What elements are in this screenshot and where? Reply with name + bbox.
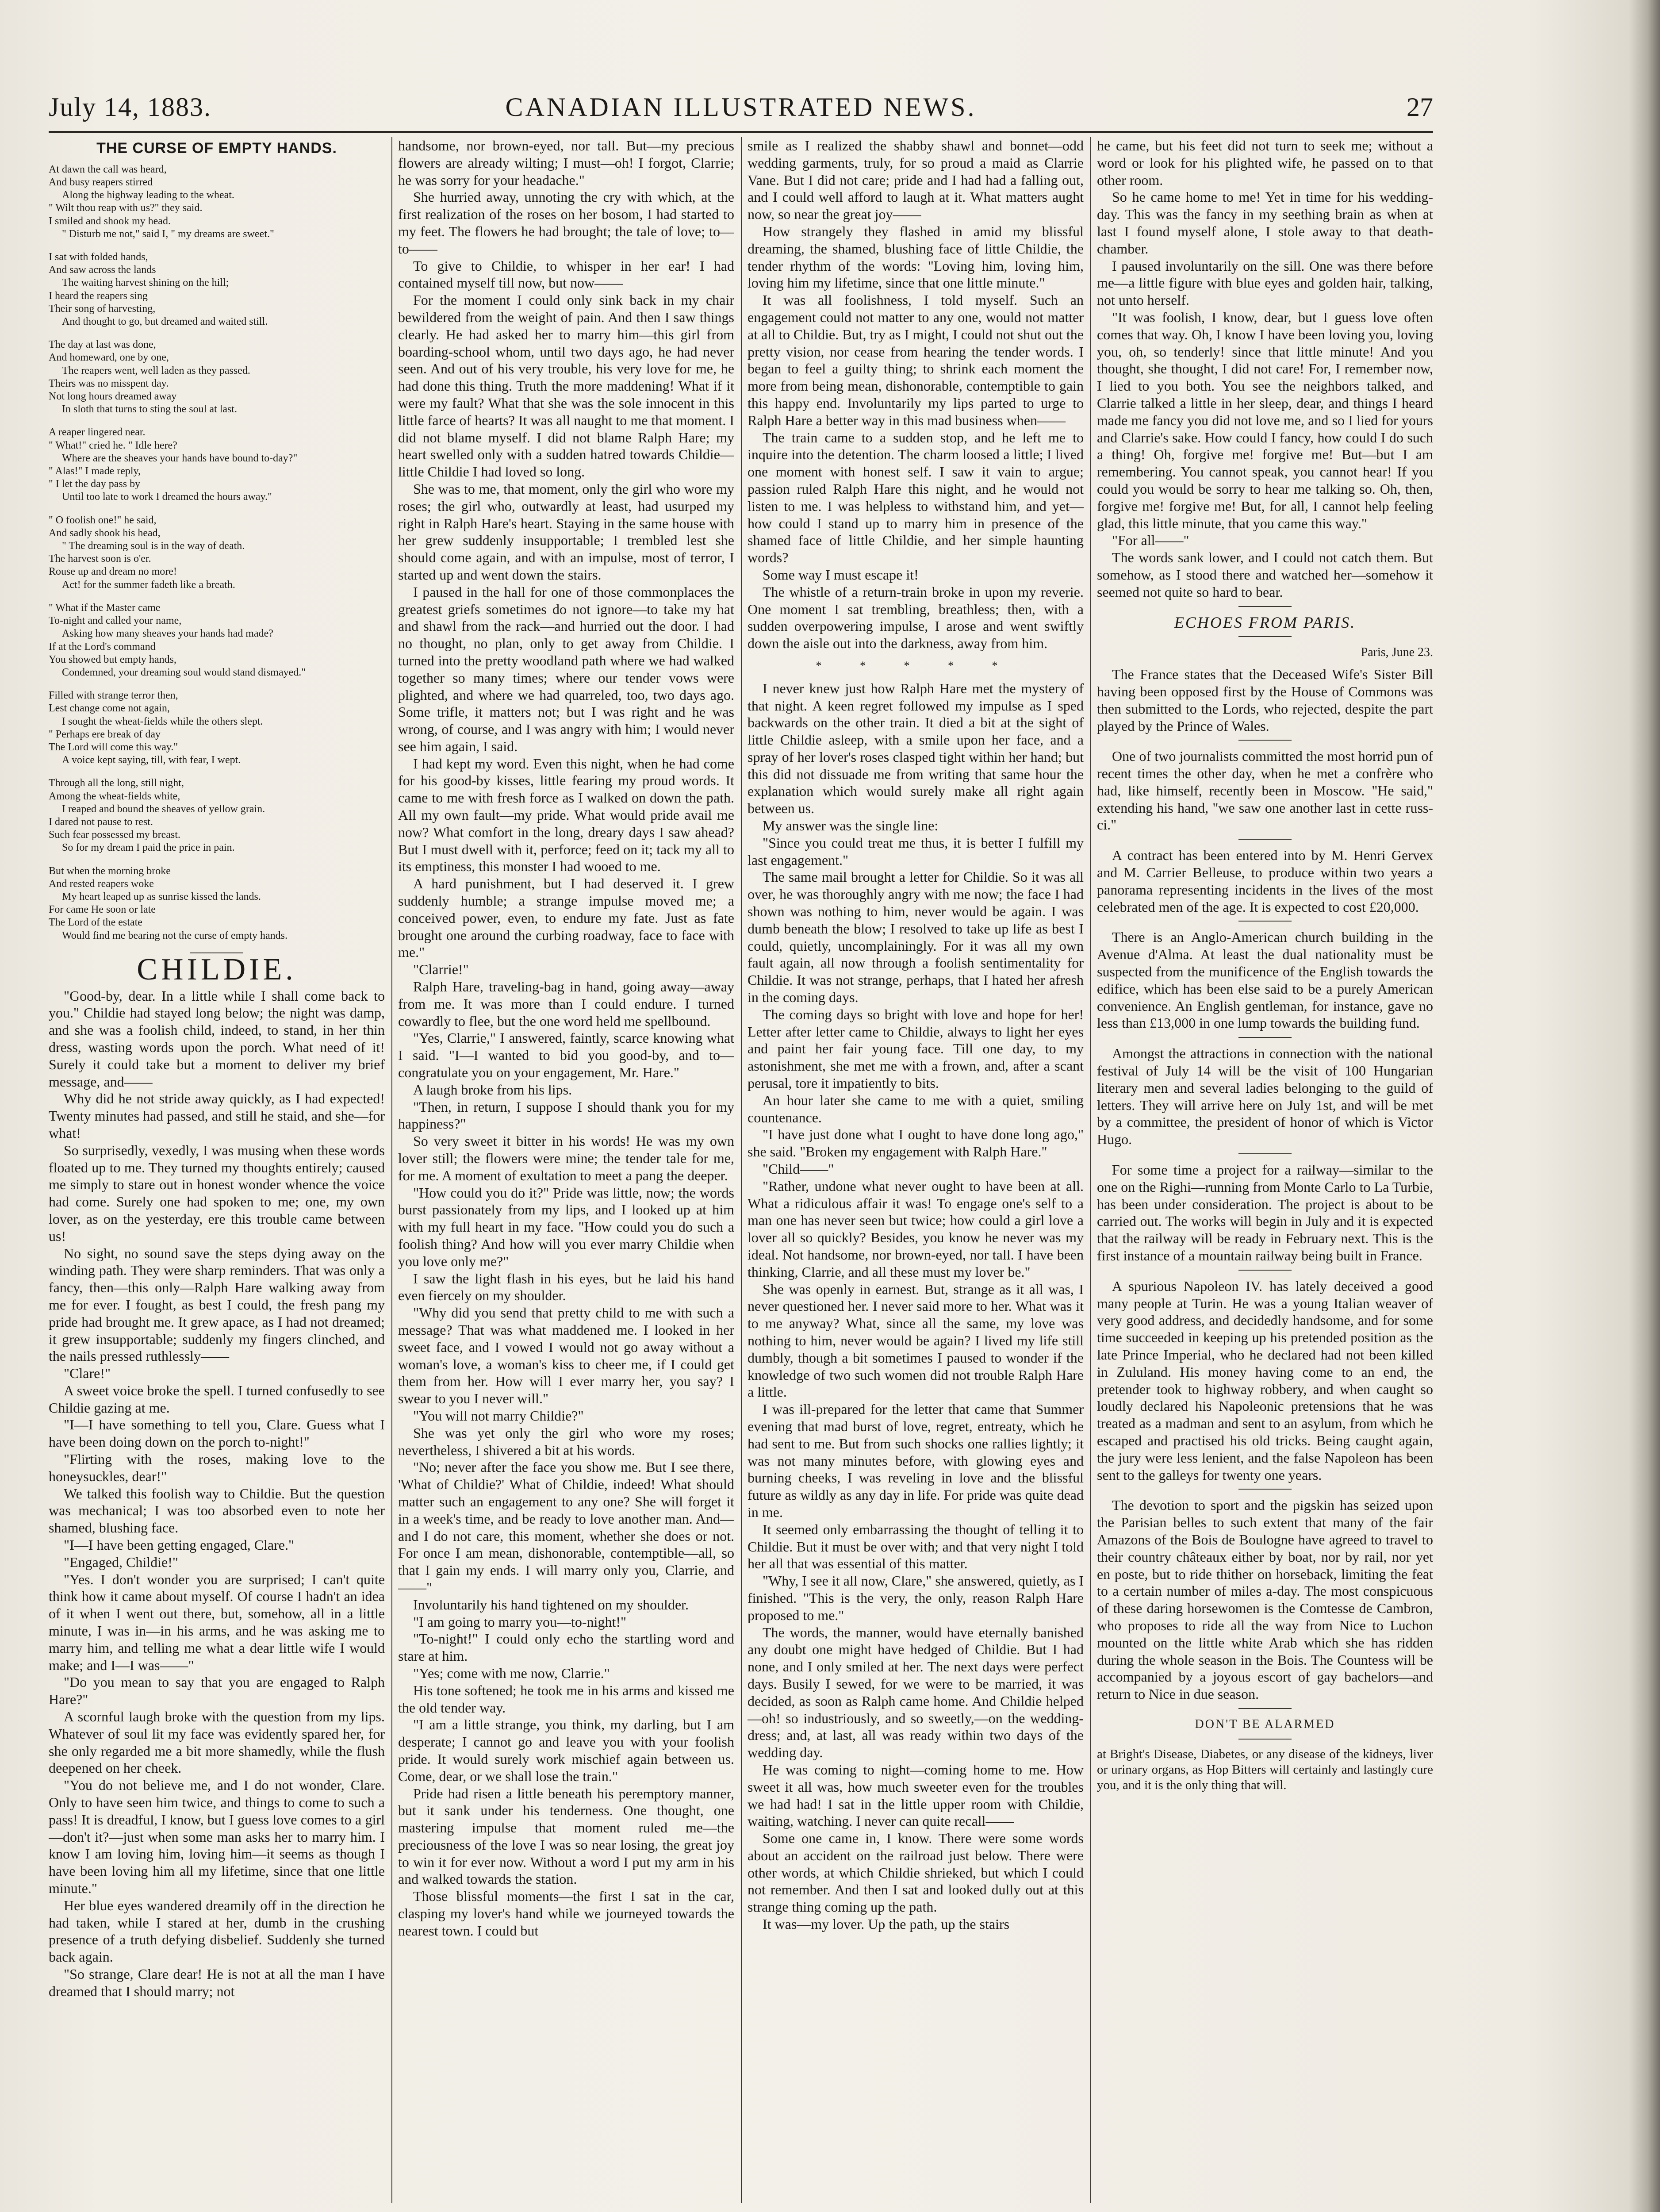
masthead	[49, 88, 1433, 128]
story-paragraph: "I have just done what I ought to have done long ago," she said. "Broken my engagement with Ralph Hare."	[748, 1126, 1084, 1160]
story-paragraph: "I am going to marry you—to-night!"	[413, 1613, 627, 1630]
story-paragraph: The words sank lower, and I could not catch them. But somehow, as I stood there and watched her—somehow it seemed not quite so hard to bear.	[1097, 549, 1433, 600]
story-paragraph: A sweet voice broke the spell. I turned confusedly to see Childie gazing at me.	[49, 1382, 385, 1416]
story-paragraph: "To-night!" I could only echo the startling word and stare at him.	[398, 1631, 734, 1664]
story-paragraph: "For all——"	[1112, 532, 1189, 549]
story-paragraph: To give to Childie, to whisper in her ear! I had contained myself till now, but now——	[398, 257, 734, 291]
poem-line: Condemned, your dreaming soul would stand dismayed."	[62, 666, 306, 678]
poem-line: " Perhaps ere break of day	[49, 728, 161, 740]
news-item: There is an Anglo-American church building in the Avenue d'Alma. At least the dual nationality must be suspected from the munificence of the English towards the edifice, which has been else said to be a purely American convenience. An English gentleman, for instance, gave no less than £13,000 in one lump towards the building fund.	[1097, 929, 1433, 1031]
story-paragraph: "Yes; come with me now, Clarrie."	[413, 1665, 610, 1681]
poem-line: The Lord will come this way."	[49, 741, 178, 753]
poem-line: Not long hours dreamed away	[49, 391, 177, 403]
story-paragraph: he came, but his feet did not turn to seek me; without a word or look for his plighted wife, he passed on to that other room.	[1097, 138, 1433, 188]
news-item: Amongst the attractions in connection with the national festival of July 14 will be the visit of 100 Hungarian literary men and several ladies belonging to the guild of letters. They will arrive here on July 1st, and will be met by a committee, the president of honor of which is Victor Hugo.	[1097, 1045, 1433, 1148]
poem-line: The Lord of the estate	[49, 917, 142, 929]
story-paragraph: She was to me, that moment, only the girl who wore my roses; the girl who, outwardly at least, had usurped my right in Ralph Hare's heart. Staying in the same house with her grew suddenly insupportable; I trembled lest she should come again, and with an impulse, most of terror, I started up and went down the stairs.	[398, 480, 734, 583]
poem-stanza	[49, 514, 385, 591]
story-paragraph: "Good-by, dear. In a little while I shall come back to you." Childie had stayed long below; the night was damp, and she was a foolish child, indeed, to stand, in her thin dress, wasting words upon the porch. What need of it! Surely it could take but a moment to deliver my brief message, and——	[49, 987, 385, 1090]
story-paragraph: "It was foolish, I know, dear, but I guess love often comes that way. Oh, I know I have been loving you, loving you, oh, so tenderly! since that little minute! And you thought, she thought, I did not care! For, I remember now, I lied to you both. You see the neighbors talked, and Clarrie talked a little in her sleep, dear, and things I heard made me fancy you did not love me, and so I lied for yours and Clarrie's sake. How could I fancy, how could I do such a thing! Oh, forgive me! forgive me! But—but I am remembering. You cannot speak, you cannot hear! If you could you would be sorry to hear me talking so. Oh, then, forgive me! forgive me! But, for all, I cannot help feeling glad, this little minute, that you came this way."	[1097, 309, 1433, 531]
poem-line: " What if the Master came	[49, 602, 161, 614]
item-rule	[1238, 1489, 1292, 1490]
poem-line: " The dreaming soul is in the way of death.	[62, 540, 245, 552]
poem-line: The day at last was done,	[49, 339, 156, 351]
story-paragraph: "Child——"	[763, 1161, 834, 1177]
story-paragraph: He was coming to night—coming home to me. How sweet it all was, how much sweeter even for the troubles we had had! I sat in the little upper room with Childie, waiting, watching. I never can quite recall——	[748, 1761, 1084, 1829]
poem-line: Act! for the summer fadeth like a breath.	[62, 579, 235, 591]
binding-shadow	[1629, 0, 1660, 2212]
story-paragraph: My answer was the single line:	[763, 818, 939, 834]
story-paragraph: The same mail brought a letter for Childie. So it was all over, he was thoroughly angry with me now; the face I had shown was nothing to him, never would be again. I was dumb beneath the blow; I resolved to take up life as best I could, quietly, uncomplainingly. For it was all my own fault again, all now through a foolish sentimentality for Childie. It was not strange, perhaps, that I hated her afresh in the coming days.	[748, 869, 1084, 1006]
poem-line: Theirs was no misspent day.	[49, 377, 169, 389]
item-rule	[1238, 1037, 1292, 1038]
story-paragraph: "Rather, undone what never ought to have been at all. What a ridiculous affair it was! To engage one's self to a man one has never seen but twice; how could a girl love a lover all so quickly? Besides, you know he never was my ideal. Not handsome, nor brown-eyed, nor tall. I have been thinking, Clarrie, and all these must my lover be."	[748, 1178, 1084, 1280]
poem-line: Rouse up and dream no more!	[49, 566, 177, 578]
story-paragraph: "I—I have something to tell you, Clare. Guess what I have been doing down on the porch to-night!"	[49, 1417, 385, 1450]
poem-stanza	[49, 865, 385, 942]
item-rule	[1238, 1153, 1292, 1154]
poem-line: Their song of harvesting,	[49, 303, 156, 315]
story-paragraph: "Since you could treat me thus, it is better I fulfill my last engagement."	[748, 834, 1084, 868]
poem-line: And thought to go, but dreamed and waited still.	[62, 316, 268, 328]
header-rule	[49, 131, 1433, 133]
story-paragraph: It was all foolishness, I told myself. Such an engagement could not matter to any one, would not matter at all to Childie. But, try as I might, I could not shut out the pretty vision, nor cease from hearing the tender words. I began to feel a guilty thing; to shrink each moment the more from being mean, dishonorable, contemptible to gain this happy end. Involuntarily my lips parted to urge to Ralph Hare a better way in this mad business when——	[748, 292, 1084, 428]
poem-line: Such fear possessed my breast.	[49, 829, 180, 841]
story-paragraph: For the moment I could only sink back in my chair bewildered from the weight of pain. And then I saw things clearly. He had asked her to marry him—this girl from boarding-school whom, until two days ago, he had never seen. And out of his very trouble, his very love for me, he had done this thing. Truth the more maddening! What if it were my fault? What that she was the sole innocent in this little farce of hearts? It was all naught to me that moment. I did not blame myself. I did not blame Ralph Hare; my heart swelled only with a sudden hatred towards Childie—little Childie I had loved so long.	[398, 292, 734, 480]
advert-title: DON'T BE ALARMED	[1195, 1717, 1335, 1731]
story-paragraph: handsome, nor brown-eyed, nor tall. But—my precious flowers are already wilting; I must—oh! I forgot, Clarrie; he was sorry for your headache."	[398, 138, 734, 188]
column-1	[49, 137, 385, 2208]
story-paragraph: "So strange, Clare dear! He is not at all the man I have dreamed that I should marry; not	[49, 1966, 385, 1999]
column-2	[398, 137, 734, 2208]
poem-line: If at the Lord's command	[49, 641, 156, 653]
poem-line: " What!" cried he. " Idle here?	[49, 439, 177, 451]
section-stars: * * * * *	[816, 659, 1016, 672]
story-paragraph: "No; never after the face you show me. But I see there, 'What of Childie?' What of Childie, indeed! What should matter such an engagement to any one? She will forget it in a week's time, and be ready to love another man. And—and I do not care, this moment, whether she does or not. For once I am mean, dishonorable, contemptible—all, so that I gain my ends. I will marry only you, Clarrie, and——"	[398, 1459, 734, 1595]
story-paragraph: A scornful laugh broke with the question from my lips. Whatever of soul lit my face was evidently spared her, for she only regarded me a bit more shamedly, while the flush deepened on her cheek.	[49, 1709, 385, 1776]
poem-line: The reapers went, well laden as they passed.	[62, 365, 250, 376]
poem-line: " Disturb me not," said I, " my dreams are sweet."	[62, 228, 274, 240]
story-paragraph: "Clare!"	[64, 1365, 111, 1382]
news-item: The devotion to sport and the pigskin has seized upon the Parisian belles to such extent that many of the fair Amazons of the Bois de Boulogne have agreed to travel to their country châteaux either by boat, nor by rail, nor yet en poste, but to ride thither on horseback, limiting the feat to a certain number of miles a-day. The most conspicuous of these daring horsewomen is the Comtesse de Cambron, who proposes to ride all the way from Nice to Luchon mounted on the little white Arab which she has ridden during the whole season in the Bois. The Countess will be accompanied by a joyous escort of gay bachelors—and return to Nice in due season.	[1097, 1497, 1433, 1702]
column-4	[1097, 137, 1433, 2208]
story-paragraph: It was—my lover. Up the path, up the stairs	[763, 1916, 1010, 1932]
story-paragraph: "Engaged, Childie!"	[64, 1554, 178, 1570]
news-item: One of two journalists committed the most horrid pun of recent times the other day, when he met a confrère who had, like himself, recently been in Moscow. "He said," extending his hand, "we saw one another last in cette russ-ci."	[1097, 748, 1433, 833]
section-rule	[1238, 636, 1292, 637]
story-paragraph: Some one came in, I know. There were some words about an accident on the railroad just below. There were other words, at which Childie shrieked, but which I could not remember. And then I sat and looked dully out at this strange thing coming up the path.	[748, 1830, 1084, 1915]
story-paragraph: A laugh broke from his lips.	[413, 1081, 572, 1098]
poem-line: " Wilt thou reap with us?" they said.	[49, 202, 203, 214]
poem-line: The waiting harvest shining on the hill;	[62, 277, 229, 289]
poem-stanza	[49, 689, 385, 767]
news-item: A contract has been entered into by M. Henri Gervex and M. Carrier Belleuse, to produce within two years a panorama representing incidents in the lives of the most celebrated men of the age. It is expected to cost £20,000.	[1097, 847, 1433, 915]
echoes-title: ECHOES FROM PARIS.	[1174, 613, 1356, 631]
story-paragraph: "Why, I see it all now, Clare," she answered, quietly, as I finished. "This is the very, the only, reason Ralph Hare proposed to me."	[748, 1573, 1084, 1623]
poem-line: Filled with strange terror then,	[49, 690, 178, 702]
poem-stanza	[49, 251, 385, 328]
poem-line: I smiled and shook my head.	[49, 215, 171, 227]
story-paragraph: I never knew just how Ralph Hare met the mystery of that night. A keen regret followed my impulse as I sped backwards on the other train. It died a bit at the sight of little Childie asleep, with a smile upon her face, and a spray of her lover's roses clasped tight within her hand; but this did not dissuade me from writing that same hour the explanation which would surely make all right again between us.	[748, 680, 1084, 817]
poem-line: And busy reapers stirred	[49, 177, 153, 188]
story-column-1	[49, 987, 385, 2000]
news-item: For some time a project for a railway—similar to the one on the Righi—running from Monte Carlo to La Turbie, has been under consideration. The project is about to be carried out. The works will begin in July and it is expected that the railway will be ready in February next. This is the first instance of a mountain railway being built in France.	[1097, 1162, 1433, 1264]
poem-stanza	[49, 602, 385, 679]
story-paragraph: smile as I realized the shabby shawl and bonnet—odd wedding garments, truly, for so proud a maid as Clarrie Vane. But I did not care; pride and I had had a falling out, and I could well afford to laugh at it. What matters aught now, so near the great joy——	[748, 138, 1084, 223]
poem-stanza	[49, 163, 385, 241]
column-divider	[391, 137, 392, 2203]
story-paragraph: So surprisedly, vexedly, I was musing when these words floated up to me. They turned my thoughts entirely; caused me simply to stare out in honest wonder whence the voice had come. Surely one had spoken to me; one, my own lover, as on the yesterday, ere this trouble came between us!	[49, 1142, 385, 1244]
story-paragraph: I paused in the hall for one of those commonplaces the greatest griefs sometimes do not ignore—to take my hat and shawl from the rack—and hurried out the door. I had no thought, no plan, only to get away from Childie. I turned into the pretty woodland path where we had walked together so many times; where our tender vows were plighted, and where we had quarreled, too, two days ago. Some trifle, it matters not; but I was right and he was wrong, of course, and I was angry with him; I would never see him again, I said.	[398, 584, 734, 754]
page-number: 27	[1407, 92, 1433, 122]
story-paragraph: "You do not believe me, and I do not wonder, Clare. Only to have seen him twice, and things to come to such a pass! It is dreadful, I know, but I guess love comes to a girl—don't it?—just when some man asks her to marry him. I know I am loving him, loving him—it seems as though I have been loving him all my lifetime, since that one little minute."	[49, 1777, 385, 1896]
poem-line: I reaped and bound the sheaves of yellow grain.	[62, 803, 265, 815]
story-paragraph: "Why did you send that pretty child to me with such a message? That was what maddened me. I looked in her sweet face, and I vowed I would not go away without a woman's love, a woman's kiss to cheer me, if I could get them from her. How will I ever marry her, you say? I swear to you I never will."	[398, 1305, 734, 1407]
poem-line: My heart leaped up as sunrise kissed the lands.	[62, 891, 261, 902]
story-paragraph: It seemed only embarrassing the thought of telling it to Childie. But it must be over with; and that very night I told her all that was essential of this matter.	[748, 1521, 1084, 1572]
item-rule	[1238, 921, 1292, 922]
poem-line: The harvest soon is o'er.	[49, 553, 151, 565]
story-paragraph: Pride had risen a little beneath his peremptory manner, but it sank under his tenderness. One thought, one mastering impulse that moment ruled me—the preciousness of the love I was so near losing, the great joy to win it for ever now. Without a word I put my arm in his and walked towards the station.	[398, 1785, 734, 1887]
poem-line: Where are the sheaves your hands have bound to-day?"	[62, 452, 298, 464]
story-paragraph: How strangely they flashed in amid my blissful dreaming, the shamed, blushing face of little Childie, the tender rhythm of the words: "Loving him, loving him, loving him my lifetime, since that one little minute."	[748, 223, 1084, 291]
column-divider	[741, 137, 742, 2203]
story-paragraph: She hurried away, unnoting the cry with which, at the first realization of the roses on her bosom, I had started to my feet. The flowers he had brought; the tale of love; to—to——	[398, 189, 734, 257]
poem-line: To-night and called your name,	[49, 615, 182, 627]
story-paragraph: The whistle of a return-train broke in upon my reverie. One moment I sat trembling, breathless; then, with a sudden overpowering impulse, I arose and went swiftly down the aisle out into the darkness, away from him.	[748, 584, 1084, 652]
poem-line: Asking how many sheaves your hands had made?	[62, 628, 273, 640]
story-paragraph: "I am a little strange, you think, my darling, but I am desperate; I cannot go and leave you with your foolish pride. It would surely work mischief again between us. Come, dear, or we shall lose the train."	[398, 1717, 734, 1784]
story-paragraph: "Then, in return, I suppose I should thank you for my happiness?"	[398, 1098, 734, 1132]
section-rule	[1238, 1708, 1292, 1709]
item-rule	[1238, 839, 1292, 840]
poem-line: At dawn the call was heard,	[49, 163, 167, 175]
poem-stanza	[49, 777, 385, 854]
story-paragraph: "Yes. I don't wonder you are surprised; I can't quite think how it came about myself. Of course I hadn't an idea of it when I went out there, but, somehow, all in a little minute, I was in—in his arms, and he was asking me to marry him, and telling me what a dear little wife I would make; and I—I was——"	[49, 1571, 385, 1673]
story-title: CHILDIE.	[137, 952, 297, 987]
story-paragraph: "How could you do it?" Pride was little, now; the words burst passionately from my lips, and I looked up at him with my full heart in my face. "How could you do such a foolish thing? And how will you ever marry Childie when you love only me?"	[398, 1184, 734, 1269]
story-paragraph: His tone softened; he took me in his arms and kissed me the old tender way.	[398, 1682, 734, 1716]
poem-line: Along the highway leading to the wheat.	[62, 189, 234, 201]
poem-line: So for my dream I paid the price in pain.	[62, 842, 235, 854]
story-paragraph: Involuntarily his hand tightened on my shoulder.	[413, 1596, 689, 1613]
story-paragraph: "Clarrie!"	[413, 961, 469, 978]
story-paragraph: No sight, no sound save the steps dying away on the winding path. They were sharp reminders. That was only a fancy, then—this only—Ralph Hare walking away from me for ever. I fought, as best I could, the fresh pang my pride had brought me. It grew apace, as I had not dreamed; it grew insupportable; suddenly my fingers clinched, and the nails pressed ruthlessly——	[49, 1245, 385, 1364]
story-paragraph: So he came home to me! Yet in time for his wedding-day. This was the fancy in my seething brain as when at last I found myself alone, I stole away to that death-chamber.	[1097, 189, 1433, 257]
story-paragraph: She was yet only the girl who wore my roses; nevertheless, I shivered a bit at his words.	[398, 1425, 734, 1458]
story-paragraph: I saw the light flash in his eyes, but he laid his hand even fiercely on my shoulder.	[398, 1270, 734, 1304]
poem-line: " Alas!" I made reply,	[49, 465, 141, 477]
section-rule	[1238, 1739, 1292, 1740]
story-paragraph: She was openly in earnest. But, strange as it all was, I never questioned her. I never said more to her. What was it to me anyway? What, since all the same, my love was nothing to him, never would be again? I lived my life still dumbly, though a bit sometimes I paused to wonder if the knowledge of two such women did not trouble Ralph Hare a little.	[748, 1281, 1084, 1400]
poem-line: And homeward, one by one,	[49, 352, 169, 364]
story-paragraph: I paused involuntarily on the sill. One was there before me—a little figure with blue eyes and golden hair, talking, not unto herself.	[1097, 257, 1433, 308]
poem-line: " O foolish one!" he said,	[49, 514, 157, 526]
story-paragraph: "You will not marry Childie?"	[413, 1407, 584, 1424]
poem-line: I heard the reapers sing	[49, 290, 148, 302]
poem-body	[49, 163, 385, 942]
story-paragraph: We talked this foolish way to Childie. But the question was mechanical; I was too absorbed even to note her shamed, blushing face.	[49, 1485, 385, 1536]
poem-line: I sought the wheat-fields while the others slept.	[62, 715, 263, 727]
poem-stanza	[49, 426, 385, 503]
story-paragraph: I had kept my word. Even this night, when he had come for his good-by kisses, little fearing my proud words. It came to me with fresh force as I walked on down the path. All my own fault—my pride. What would pride avail me now? What comfort in the long, dreary days I saw ahead? But I must dwell with it, perforce; feed on it; tack my all to its emptiness, this monster I had wooed to me.	[398, 755, 734, 875]
poem-line: But when the morning broke	[49, 865, 171, 877]
poem-line: Lest change come not again,	[49, 703, 170, 714]
poem-line: Until too late to work I dreamed the hours away."	[62, 491, 272, 503]
story-paragraph: Ralph Hare, traveling-bag in hand, going away—away from me. It was more than I could endure. I turned cowardly to flee, but the one word held me spellbound.	[398, 979, 734, 1029]
story-paragraph: An hour later she came to me with a quiet, smiling countenance.	[748, 1092, 1084, 1125]
story-paragraph: A hard punishment, but I had deserved it. I grew suddenly humble; a strange impulse moved me; a conceived power, even, to endure my fate. Just as fate brought one around the curbing roadway, face to face with me."	[398, 876, 734, 960]
poem-line: Through all the long, still night,	[49, 777, 184, 789]
poem-title: THE CURSE OF EMPTY HANDS.	[96, 140, 337, 157]
poem-line: And saw across the lands	[49, 264, 156, 276]
poem-line: A reaper lingered near.	[49, 426, 146, 438]
story-paragraph: The coming days so bright with love and hope for her! Letter after letter came to Childie, always to light her eyes and paint her fair young face. Till one day, to my astonishment, she met me with a frown, and, after a scant perusal, tore it impatiently to bits.	[748, 1006, 1084, 1091]
section-rule	[1238, 606, 1292, 607]
item-rule	[1238, 740, 1292, 741]
newspaper-title: CANADIAN ILLUSTRATED NEWS.	[505, 92, 977, 122]
poem-line: You showed but empty hands,	[49, 653, 176, 665]
story-paragraph: I was ill-prepared for the letter that came that Summer evening that mad burst of love, regret, entreaty, which he had sent to me. But from such shocks one rallies lightly; it was not many minutes before, with glowing eyes and burning cheeks, I was reveling in love and the blissful future as wildly as any day in life. For pride was quite dead in me.	[748, 1401, 1084, 1520]
story-paragraph: Why did he not stride away quickly, as I had expected! Twenty minutes had passed, and still he staid, and she—for what!	[49, 1091, 385, 1141]
story-paragraph: "Do you mean to say that you are engaged to Ralph Hare?"	[49, 1674, 385, 1708]
story-paragraph: "I—I have been getting engaged, Clare."	[64, 1537, 295, 1553]
column-3	[748, 137, 1084, 2208]
story-paragraph: Those blissful moments—the first I sat in the car, clasping my lover's hand while we journeyed towards the nearest town. I could but	[398, 1888, 734, 1939]
poem-line: For came He soon or late	[49, 904, 156, 916]
poem-line: In sloth that turns to sting the soul at last.	[62, 403, 237, 415]
story-paragraph: The words, the manner, would have eternally banished any doubt one might have hedged of Childie. But I had none, and I only smiled at her. The next days were perfect days. Busily I sewed, for we were to be married, it was decided, as soon as Ralph came home. And Childie helped—oh! so industriously, and so sweetly,—on the wedding-dress; and, at last, all was ready within two days of the wedding day.	[748, 1624, 1084, 1761]
poem-line: A voice kept saying, till, with fear, I wept.	[62, 754, 241, 766]
poem-line: " I let the day pass by	[49, 478, 141, 490]
story-paragraph: The train came to a sudden stop, and he left me to inquire into the detention. The charm loosed a little; I lived one moment with honest self. I saw it vain to argue; passion ruled Ralph Hare this night, and he would not listen to me. I was helpless to withstand him, and yet—how could I stand up to marry him in presence of the shamed face of little Childie, and her simple haunting words?	[748, 429, 1084, 566]
poem-line: I sat with folded hands,	[49, 251, 148, 263]
story-paragraph: "Flirting with the roses, making love to the honeysuckles, dear!"	[49, 1451, 385, 1484]
echoes-dateline: Paris, June 23.	[1361, 645, 1433, 660]
item-rule	[1238, 1270, 1292, 1271]
poem-line: I dared not pause to rest.	[49, 816, 153, 828]
advert-text: at Bright's Disease, Diabetes, or any disease of the kidneys, liver or urinary organs, as Hop Bitters will certainly and lastingly cure you, and it is the only thing that will.	[1097, 1747, 1433, 1792]
issue-date: July 14, 1883.	[49, 92, 212, 122]
poem-line: Would find me bearing not the curse of empty hands.	[62, 929, 288, 941]
column-divider	[1090, 137, 1091, 2203]
story-paragraph: "Yes, Clarrie," I answered, faintly, scarce knowing what I said. "I—I wanted to bid you good-by, and to—congratulate you on your engagement, Mr. Hare."	[398, 1030, 734, 1081]
news-item: A spurious Napoleon IV. has lately deceived a good many people at Turin. He was a young Italian weaver of very good address, and decidedly handsome, and for some time succeeded in keeping up his pretended position as the late Prince Imperial, who he declared had not been killed in Zululand. His money having come to an end, the pretender took to highway robbery, and when caught so loudly declared his Napoleonic pretensions that he was treated as a madman and sent to an asylum, from which he escaped and practised his old tricks. Being caught again, the jury were less lenient, and the false Napoleon has been sent to the galleys for twenty one years.	[1097, 1278, 1433, 1483]
story-paragraph: Some way I must escape it!	[763, 566, 919, 583]
poem-stanza	[49, 338, 385, 416]
poem-line: Among the wheat-fields white,	[49, 790, 180, 802]
poem-line: And sadly shook his head,	[49, 527, 161, 539]
story-paragraph: Her blue eyes wandered dreamily off in the direction he had taken, while I stared at her, dumb in the crushing presence of a truth defying disbelief. Suddenly she turned back again.	[49, 1897, 385, 1965]
news-item: The France states that the Deceased Wife's Sister Bill having been opposed first by the House of Commons was then submitted to the Lords, who rejected, despite the part played by the Prince of Wales.	[1097, 666, 1433, 734]
story-paragraph: So very sweet it bitter in his words! He was my own lover still; the flowers were mine; the tender tale for me, for me. A moment of exultation to meet a pang the deeper.	[398, 1133, 734, 1183]
poem-line: And rested reapers woke	[49, 878, 154, 890]
